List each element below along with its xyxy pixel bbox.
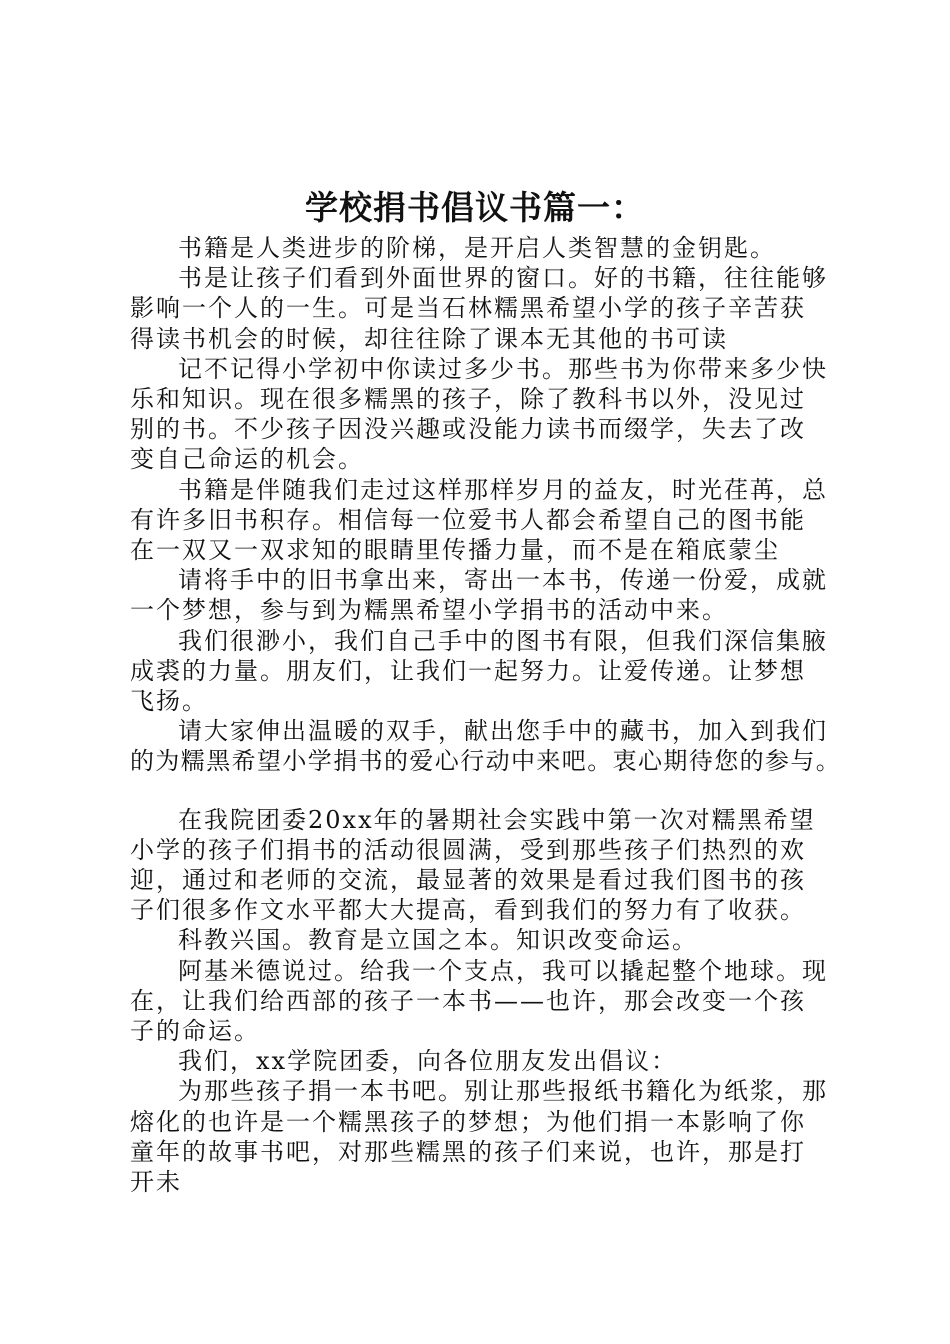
paragraph: 阿基米德说过。给我一个支点，我可以撬起整个地球。现在，让我们给西部的孩子一本书——也许，那会改变一个孩子的命运。 [130,956,828,1046]
paragraph: 书籍是伴随我们走过这样那样岁月的益友，时光荏苒，总有许多旧书积存。相信每一位爱书人都会希望自己的图书能在一双又一双求知的眼睛里传播力量，而不是在箱底蒙尘 [130,475,828,565]
paragraph: 我们，xx学院团委，向各位朋友发出倡议： [178,1047,678,1076]
paragraph: 记不记得小学初中你读过多少书。那些书为你带来多少快乐和知识。现在很多糯黑的孩子，除了教科书以外，没见过别的书。不少孩子因没兴趣或没能力读书而缀学，失去了改变自己命运的机会。 [130,354,828,474]
paragraph: 为那些孩子捐一本书吧。别让那些报纸书籍化为纸浆，那熔化的也许是一个糯黑孩子的梦想；为他们捐一本影响了你童年的故事书吧，对那些糯黑的孩子们来说，也许，那是打开未 [130,1077,828,1197]
paragraph: 科教兴国。教育是立国之本。知识改变命运。 [178,926,698,955]
paragraph: 书籍是人类进步的阶梯，是开启人类智慧的金钥匙。 [178,234,776,262]
closing-paragraph: 请大家伸出温暖的双手，献出您手中的藏书，加入到我们 [178,717,828,746]
document-title: 学校捐书倡议书篇一： [305,188,645,227]
paragraph: 在我院团委20xx年的暑期社会实践中第一次对糯黑希望小学的孩子们捐书的活动很圆满，受到那些孩子们热烈的欢迎，通过和老师的交流，最显著的效果是看过我们图书的孩子们很多作文水平都大大提高，看到我们的努力有了收获。 [130,805,816,925]
section-gap [130,777,830,805]
paragraph: 我们很渺小，我们自己手中的图书有限，但我们深信集腋成裘的力量。朋友们，让我们一起努力。让爱传递。让梦想飞扬。 [130,626,828,716]
paragraph: 请将手中的旧书拿出来，寄出一本书，传递一份爱，成就一个梦想，参与到为糯黑希望小学捐书的活动中来。 [130,566,828,625]
closing-paragraph-continued: 的为糯黑希望小学捐书的爱心行动中来吧。衷心期待您的参与。 [130,747,842,776]
paragraph: 书是让孩子们看到外面世界的窗口。好的书籍，往往能够影响一个人的一生。可是当石林糯黑希望小学的孩子辛苦获得读书机会的时候，却往往除了课本无其他的书可读 [130,264,828,353]
document-body [130,233,842,1197]
